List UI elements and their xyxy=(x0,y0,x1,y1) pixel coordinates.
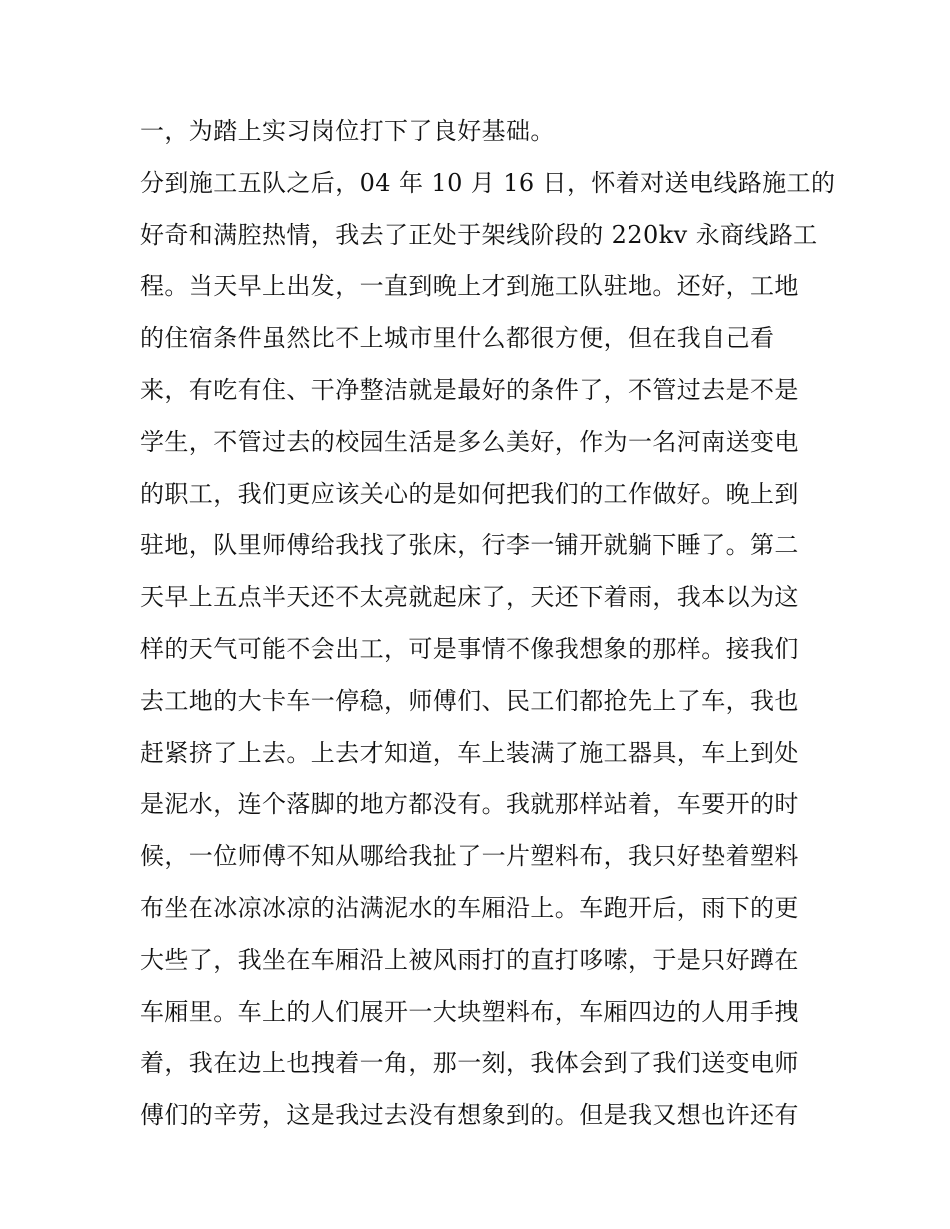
text-line: 的职工，我们更应该关心的是如何把我们的工作做好。晚上到 xyxy=(140,479,799,508)
text-line: 天早上五点半天还不太亮就起床了，天还下着雨，我本以为这 xyxy=(140,583,799,612)
text-line: 一，为踏上实习岗位打下了良好基础。 xyxy=(140,117,555,145)
text-line: 的住宿条件虽然比不上城市里什么都很方便，但在我自己看 xyxy=(140,324,775,353)
text-line: 分到施工五队之后，04 年 10 月 16 日，怀着对送电线路施工的 xyxy=(140,168,836,197)
text-line: 程。当天早上出发，一直到晚上才到施工队驻地。还好，工地 xyxy=(140,272,799,301)
text-line: 样的天气可能不会出工，可是事情不像我想象的那样。接我们 xyxy=(140,634,799,663)
text-line: 驻地，队里师傅给我找了张床，行李一铺开就躺下睡了。第二 xyxy=(140,531,799,560)
text-line: 学生，不管过去的校园生活是多么美好，作为一名河南送变电 xyxy=(140,427,799,456)
text-line: 着，我在边上也拽着一角，那一刻，我体会到了我们送变电师 xyxy=(140,1049,799,1078)
text-line: 大些了，我坐在车厢沿上被风雨打的直打哆嗦，于是只好蹲在 xyxy=(140,945,799,974)
text-line: 是泥水，连个落脚的地方都没有。我就那样站着，车要开的时 xyxy=(140,790,799,819)
text-line: 去工地的大卡车一停稳，师傅们、民工们都抢先上了车，我也 xyxy=(140,686,799,715)
text-line: 布坐在冰凉冰凉的沾满泥水的车厢沿上。车跑开后，雨下的更 xyxy=(140,893,799,922)
text-line: 赶紧挤了上去。上去才知道，车上装满了施工器具，车上到处 xyxy=(140,738,799,767)
body-text xyxy=(140,106,836,1142)
text-line: 好奇和满腔热情，我去了正处于架线阶段的 220kv 永商线路工 xyxy=(140,220,818,249)
text-line: 候，一位师傅不知从哪给我扯了一片塑料布，我只好垫着塑料 xyxy=(140,842,799,871)
text-line: 傅们的辛劳，这是我过去没有想象到的。但是我又想也许还有 xyxy=(140,1101,799,1130)
text-line: 车厢里。车上的人们展开一大块塑料布，车厢四边的人用手拽 xyxy=(140,997,799,1026)
text-line: 来，有吃有住、干净整洁就是最好的条件了，不管过去是不是 xyxy=(140,375,799,404)
